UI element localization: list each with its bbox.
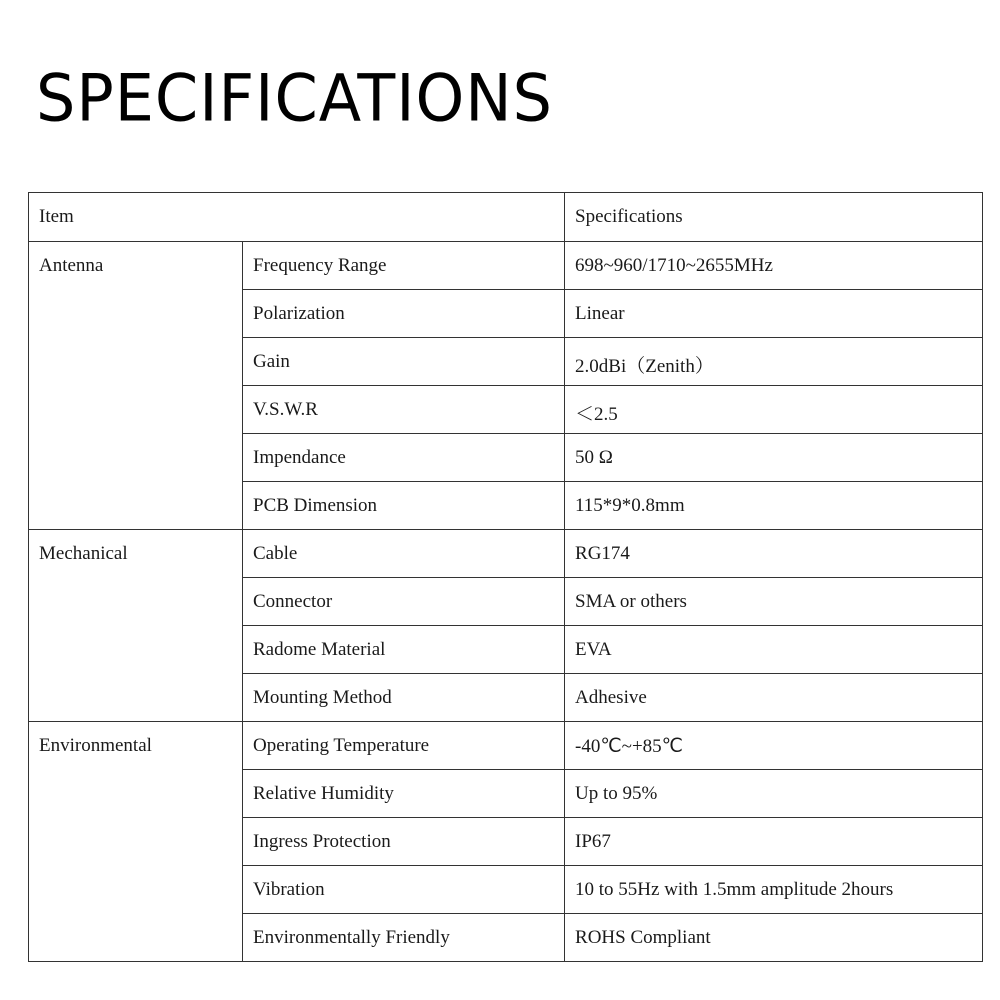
category-environmental: Environmental: [29, 722, 243, 962]
header-specifications: Specifications: [565, 193, 983, 242]
spec-name: Polarization: [243, 290, 565, 338]
header-item: Item: [29, 193, 565, 242]
spec-name: Vibration: [243, 866, 565, 914]
spec-name: Impendance: [243, 434, 565, 482]
spec-value: 10 to 55Hz with 1.5mm amplitude 2hours: [565, 866, 983, 914]
spec-name: Radome Material: [243, 626, 565, 674]
spec-value: ROHS Compliant: [565, 914, 983, 962]
spec-name: V.S.W.R: [243, 386, 565, 434]
spec-name: Mounting Method: [243, 674, 565, 722]
spec-name: PCB Dimension: [243, 482, 565, 530]
spec-value: 115*9*0.8mm: [565, 482, 983, 530]
spec-value: SMA or others: [565, 578, 983, 626]
table-row: [29, 242, 983, 290]
page-title: SPECIFICATIONS: [36, 59, 554, 137]
spec-name: Gain: [243, 338, 565, 386]
spec-name: Ingress Protection: [243, 818, 565, 866]
table-row: [29, 530, 983, 578]
spec-value: 50 Ω: [565, 434, 983, 482]
spec-value: Up to 95%: [565, 770, 983, 818]
spec-name: Frequency Range: [243, 242, 565, 290]
spec-name: Relative Humidity: [243, 770, 565, 818]
table-row: [29, 722, 983, 770]
category-antenna: Antenna: [29, 242, 243, 530]
specifications-table: [28, 192, 983, 962]
spec-value: 2.0dBi（Zenith）: [565, 338, 983, 386]
spec-name: Environmentally Friendly: [243, 914, 565, 962]
spec-value: EVA: [565, 626, 983, 674]
table-header-row: [29, 193, 983, 242]
category-mechanical: Mechanical: [29, 530, 243, 722]
spec-value: Linear: [565, 290, 983, 338]
spec-value: 698~960/1710~2655MHz: [565, 242, 983, 290]
spec-value: RG174: [565, 530, 983, 578]
spec-name: Connector: [243, 578, 565, 626]
spec-value: Adhesive: [565, 674, 983, 722]
spec-name: Operating Temperature: [243, 722, 565, 770]
spec-value: -40℃~+85℃: [565, 722, 983, 770]
spec-value: ＜2.5: [565, 386, 983, 434]
spec-value: IP67: [565, 818, 983, 866]
spec-name: Cable: [243, 530, 565, 578]
